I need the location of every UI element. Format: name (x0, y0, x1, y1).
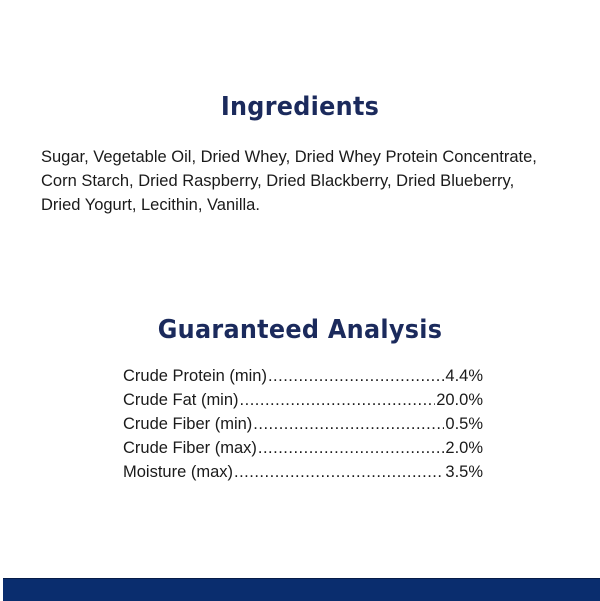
analysis-value: 3.5% (445, 463, 483, 481)
ingredients-line: Corn Starch, Dried Raspberry, Dried Blackberry, Dried Blueberry, (41, 172, 515, 190)
ingredients-list (41, 145, 581, 217)
analysis-label: Crude Fiber (max) (123, 439, 257, 457)
analysis-row (123, 412, 483, 436)
ingredients-heading: Ingredients (220, 92, 380, 122)
analysis-label: Moisture (max) (123, 463, 234, 481)
dot-leader (253, 412, 444, 436)
analysis-row (123, 364, 483, 388)
dot-leader (258, 436, 445, 460)
analysis-value: 4.4% (445, 367, 483, 385)
dot-leader (240, 388, 436, 412)
analysis-value: 2.0% (445, 439, 483, 457)
ingredients-line: Sugar, Vegetable Oil, Dried Whey, Dried Whey Protein Concentrate, (41, 148, 537, 166)
ingredients-line: Dried Yogurt, Lecithin, Vanilla. (41, 196, 260, 214)
analysis-row (123, 436, 483, 460)
dot-leader (234, 460, 444, 484)
analysis-label: Crude Fiber (min) (123, 415, 253, 433)
analysis-label: Crude Protein (min) (123, 367, 267, 385)
analysis-value: 20.0% (436, 391, 483, 409)
guaranteed-analysis-heading: Guaranteed Analysis (157, 315, 443, 345)
analysis-value: 0.5% (445, 415, 483, 433)
analysis-row (123, 388, 483, 412)
analysis-row (123, 460, 483, 484)
footer-color-bar (3, 578, 600, 601)
dot-leader (268, 364, 444, 388)
guaranteed-analysis-table (123, 364, 483, 484)
analysis-label: Crude Fat (min) (123, 391, 239, 409)
